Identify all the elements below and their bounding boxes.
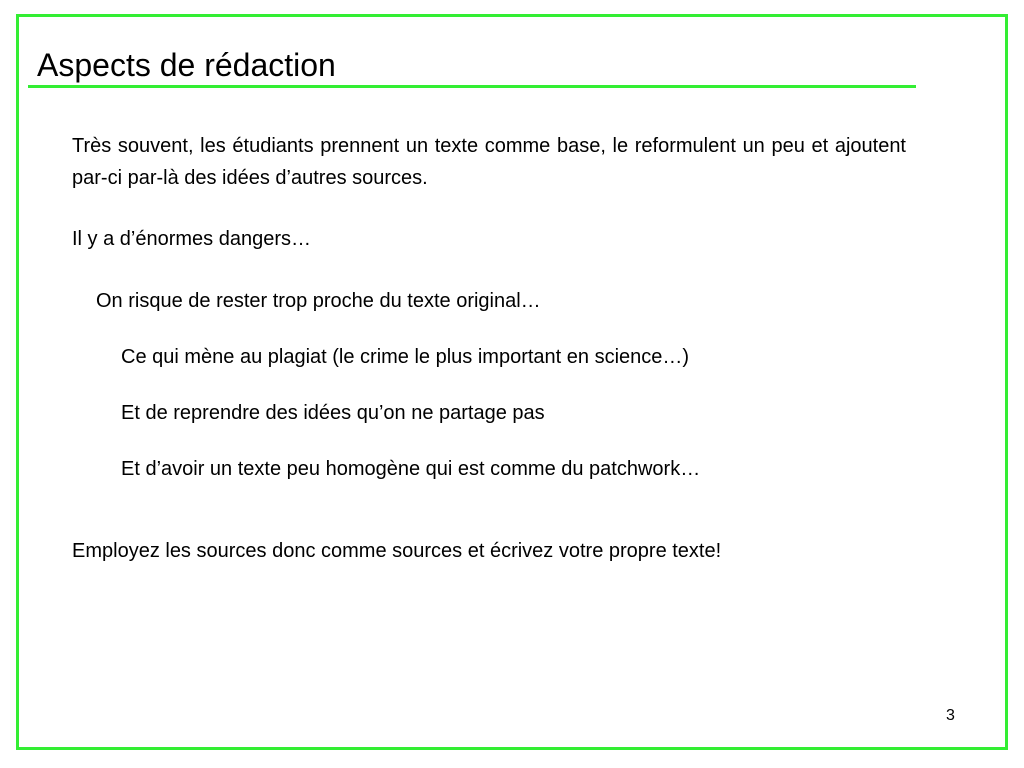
consequence-plagiarism: Ce qui mène au plagiat (le crime le plus important en science…) xyxy=(121,346,690,368)
consequence-patchwork: Et d’avoir un texte peu homogène qui est comme du patchwork… xyxy=(121,458,701,480)
consequence-ideas: Et de reprendre des idées qu’on ne partage pas xyxy=(121,402,545,424)
dangers-line: Il y a d’énormes dangers… xyxy=(72,228,312,250)
risk-line: On risque de rester trop proche du texte original… xyxy=(96,290,541,312)
page-number: 3 xyxy=(946,707,955,724)
slide-frame xyxy=(16,14,1008,750)
conclusion-line: Employez les sources donc comme sources et écrivez votre propre texte! xyxy=(72,540,722,562)
title-underline xyxy=(28,85,916,88)
intro-paragraph: Très souvent, les étudiants prennent un texte comme base, le reformulent un peu et ajoutent par-ci par-là des idées d’autres sources. xyxy=(72,135,906,189)
slide-title: Aspects de rédaction xyxy=(37,47,336,83)
